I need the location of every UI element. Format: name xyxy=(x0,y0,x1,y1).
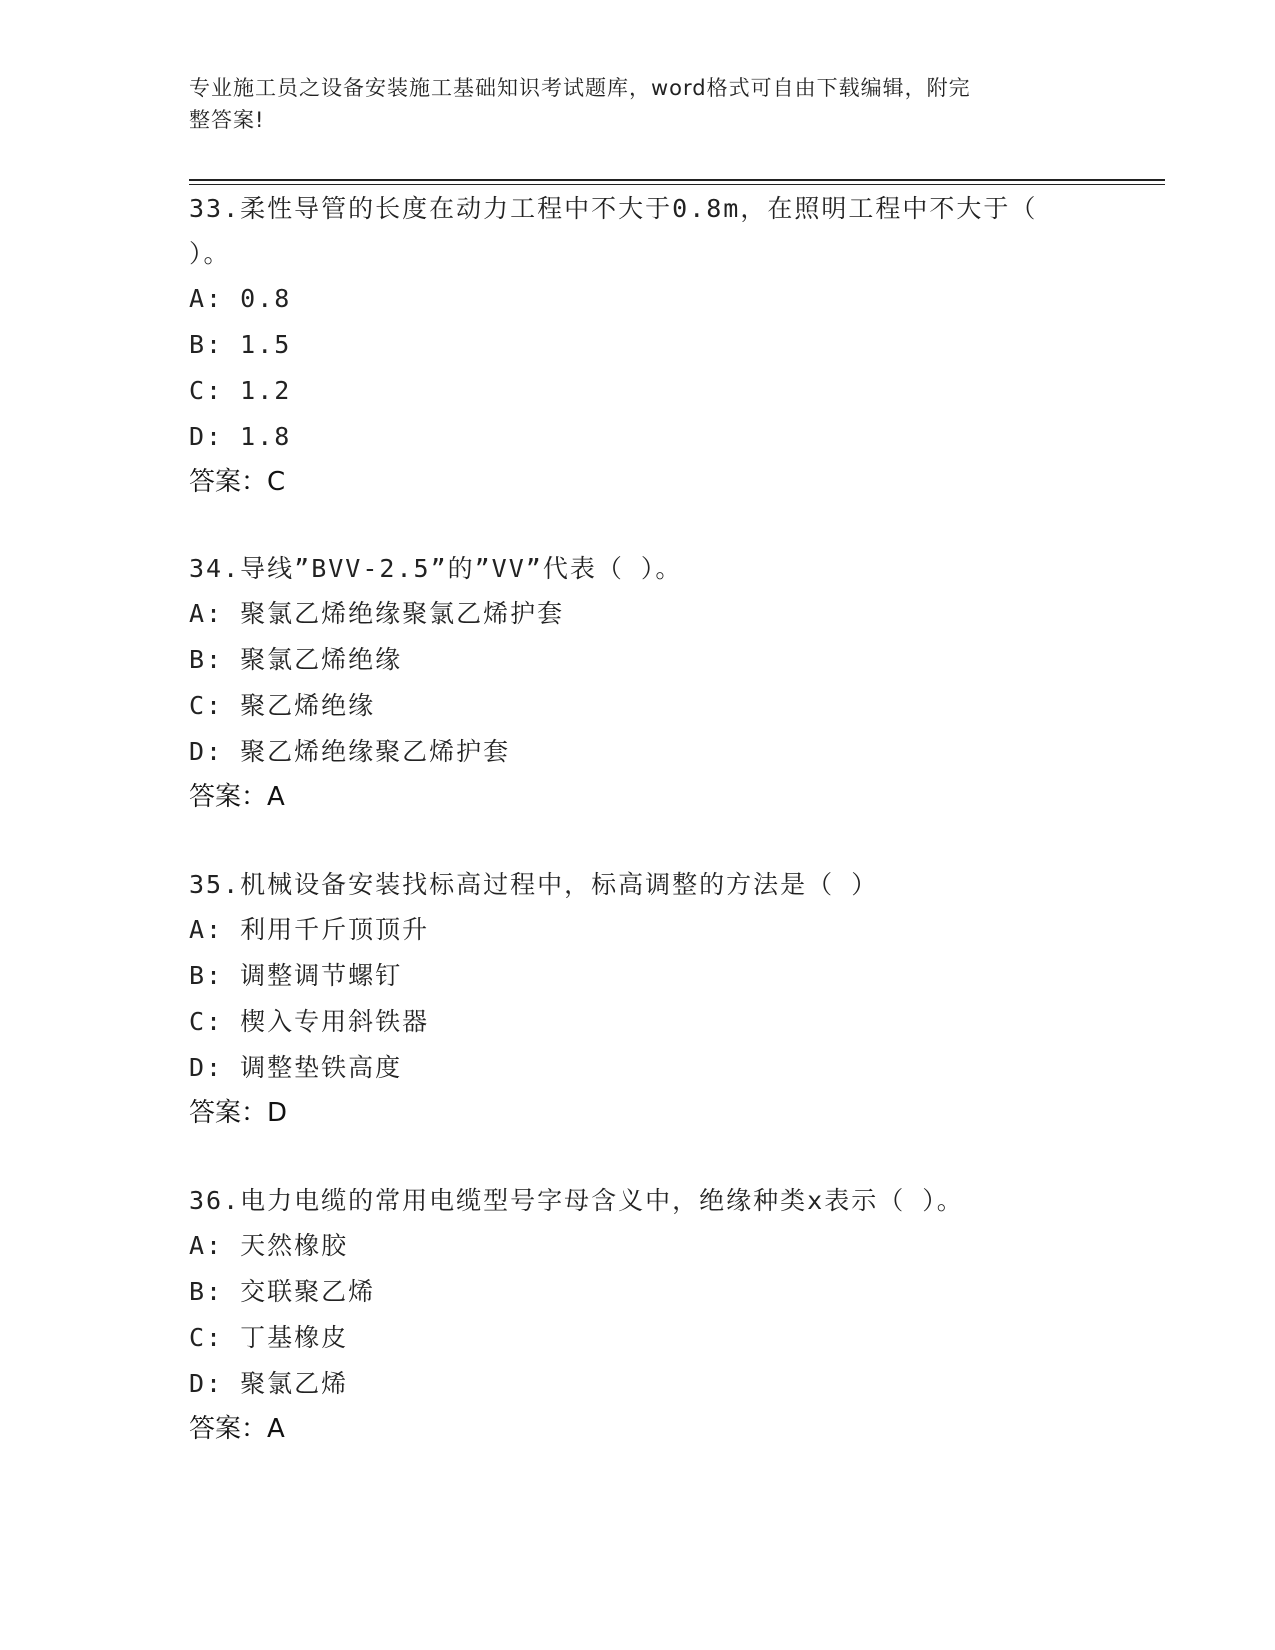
question-stem: 34.导线”BVV-2.5”的”VV”代表（ ）。 xyxy=(189,554,683,583)
option-c: C: 1.2 xyxy=(189,376,292,405)
question-36 xyxy=(189,1178,1089,1451)
question-stem: 33.柔性导管的长度在动力工程中不大于0.8m，在照明工程中不大于（ ）。 xyxy=(189,194,1038,268)
option-d: D: 1.8 xyxy=(189,422,292,451)
question-35 xyxy=(189,862,1089,1135)
option-b: B: 交联聚乙烯 xyxy=(189,1277,376,1306)
option-c: C: 聚乙烯绝缘 xyxy=(189,691,376,720)
question-34 xyxy=(189,546,1089,819)
option-a: A: 聚氯乙烯绝缘聚氯乙烯护套 xyxy=(189,599,565,628)
option-a: A: 0.8 xyxy=(189,284,292,313)
document-header xyxy=(189,72,1079,136)
question-stem: 36.电力电缆的常用电缆型号字母含义中，绝缘种类x表示（ ）。 xyxy=(189,1186,964,1215)
option-c: C: 丁基橡皮 xyxy=(189,1323,349,1352)
option-b: B: 调整调节螺钉 xyxy=(189,961,403,990)
option-b: B: 1.5 xyxy=(189,330,292,359)
header-divider-thin xyxy=(189,184,1165,185)
header-title-line2: 整答案! xyxy=(189,108,265,132)
answer-label: 答案：A xyxy=(189,782,285,812)
answer-label: 答案：C xyxy=(189,467,286,497)
question-stem: 35.机械设备安装找标高过程中，标高调整的方法是（ ） xyxy=(189,870,879,899)
option-d: D: 调整垫铁高度 xyxy=(189,1053,403,1082)
answer-label: 答案：D xyxy=(189,1098,288,1128)
option-b: B: 聚氯乙烯绝缘 xyxy=(189,645,403,674)
option-a: A: 利用千斤顶顶升 xyxy=(189,915,430,944)
option-a: A: 天然橡胶 xyxy=(189,1231,349,1260)
question-33 xyxy=(189,186,1089,504)
answer-label: 答案：A xyxy=(189,1414,285,1444)
option-d: D: 聚氯乙烯 xyxy=(189,1369,349,1398)
option-c: C: 楔入专用斜铁器 xyxy=(189,1007,430,1036)
header-title-line1: 专业施工员之设备安装施工基础知识考试题库，word格式可自由下载编辑，附完 xyxy=(189,76,971,100)
header-divider-thick xyxy=(189,179,1165,181)
option-d: D: 聚乙烯绝缘聚乙烯护套 xyxy=(189,737,511,766)
